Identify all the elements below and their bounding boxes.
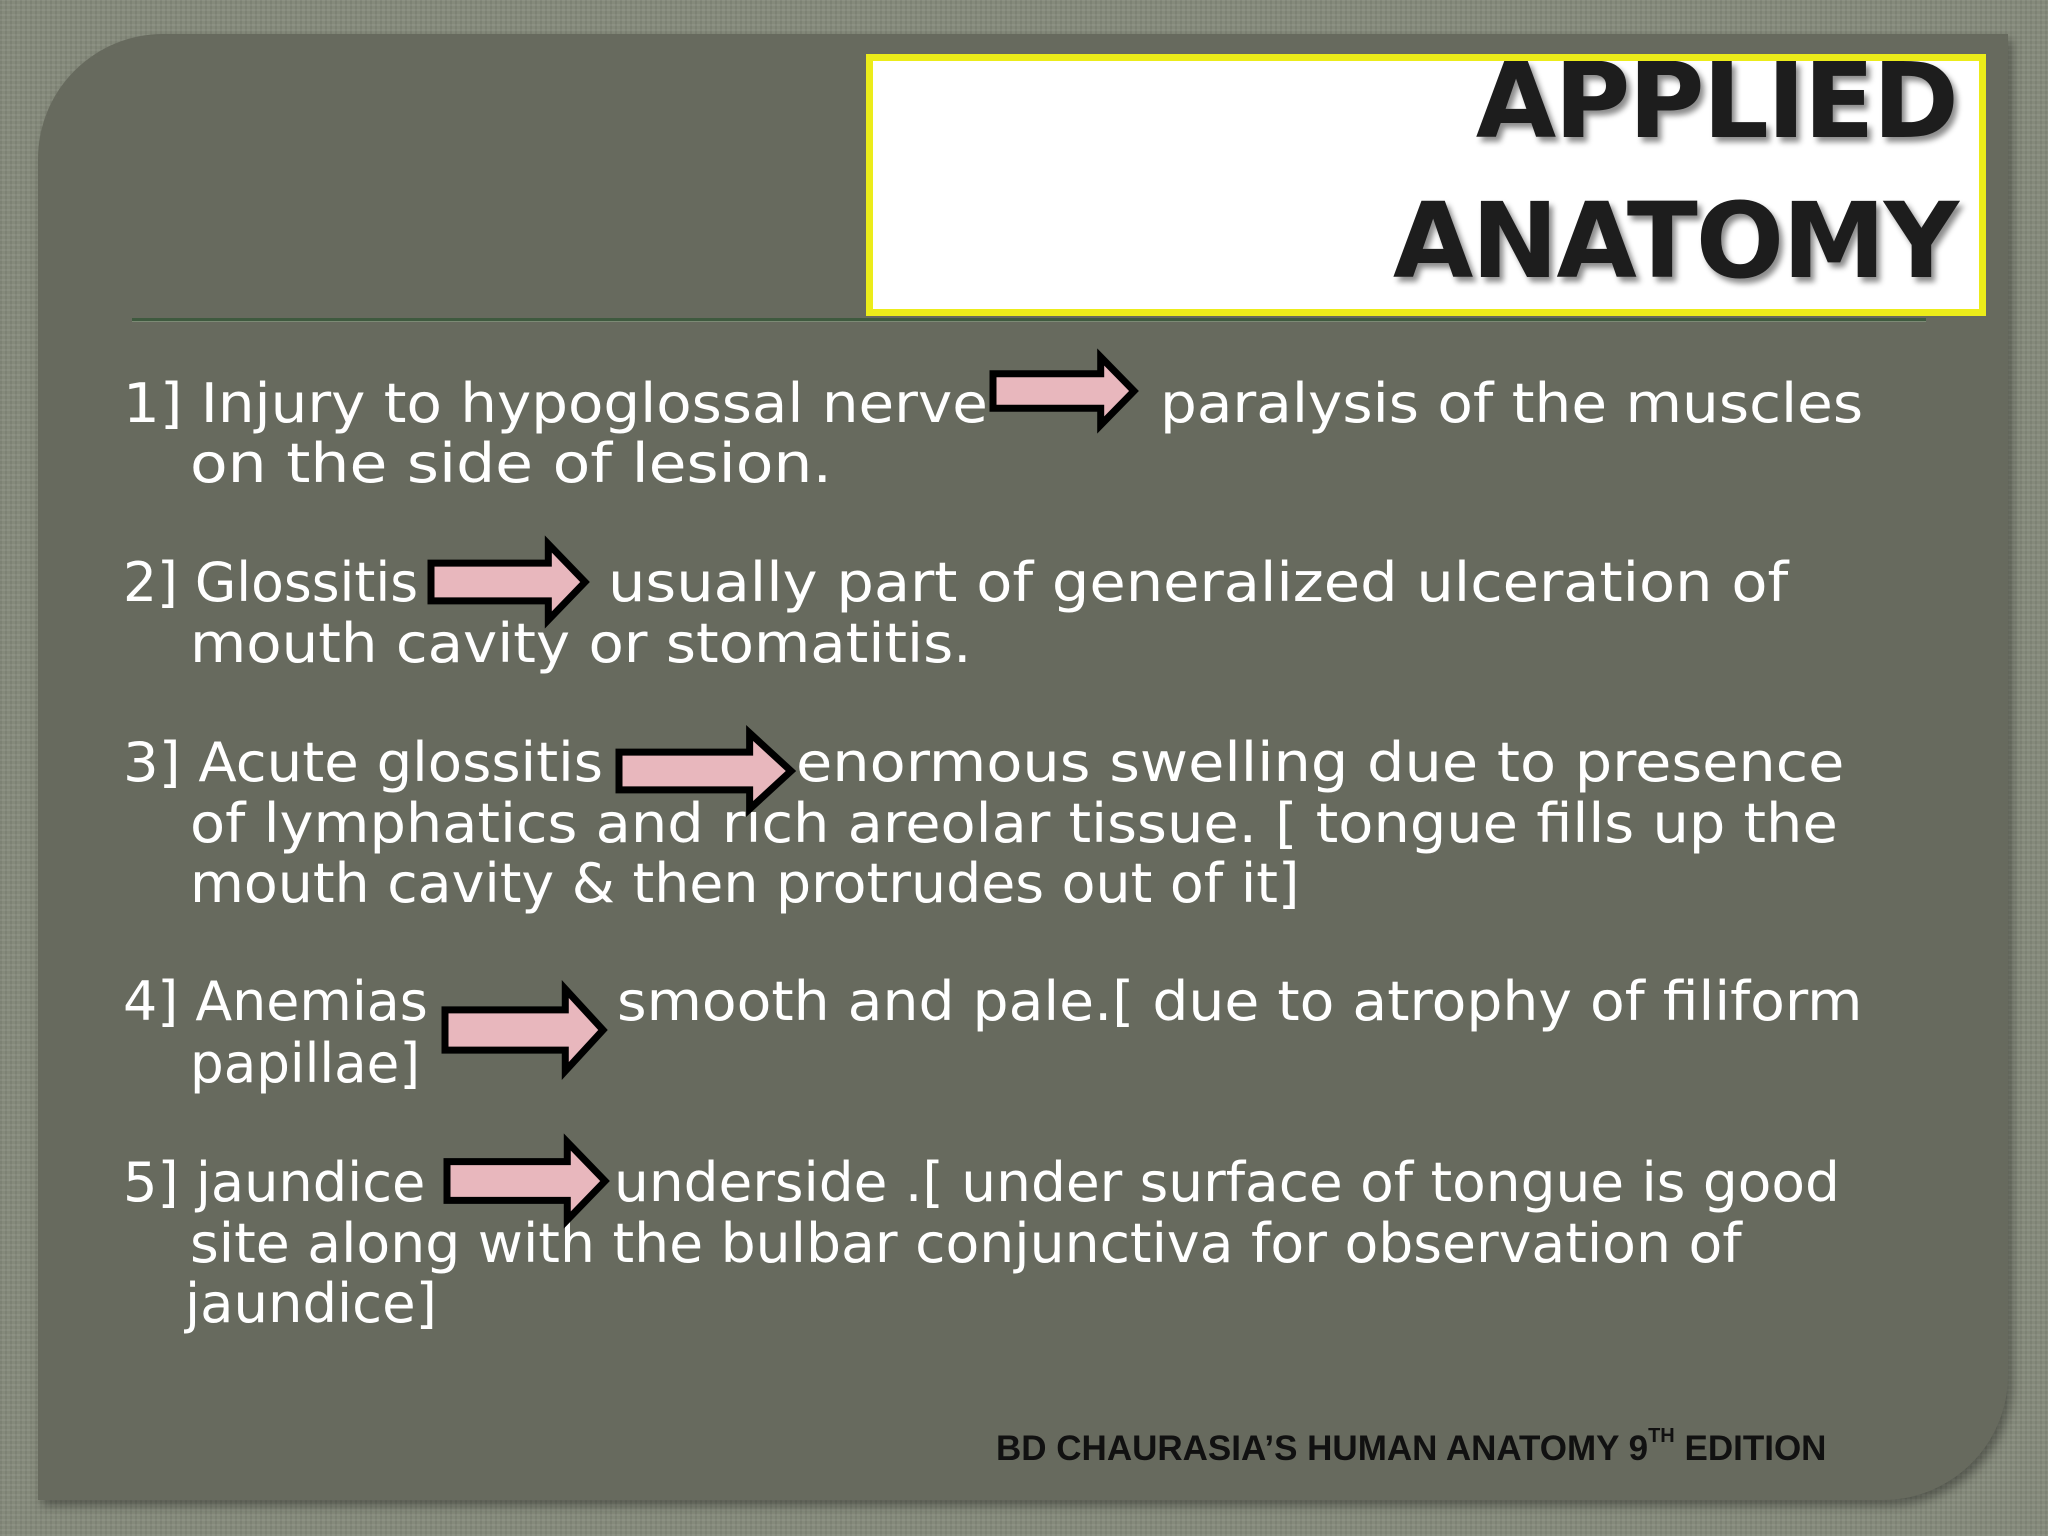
item-3-line-3: mouth cavity & then protrudes out of it] [190,852,1300,915]
item-3-lead: 3] Acute glossitis [123,731,603,794]
item-4-continuation: smooth and pale.[ due to atrophy of filiform [617,970,1863,1033]
title-divider [132,318,1926,322]
title-line-1: APPLIED [1475,54,1957,162]
item-5-continuation: underside .[ under surface of tongue is good [614,1151,1840,1214]
item-2-lead: 2] Glossitis [123,551,419,614]
title-line-2: ANATOMY [1392,180,1957,302]
arrow-shape [993,357,1134,425]
item-4-line-2: papillae] [190,1032,421,1095]
item-3-line-2: of lymphatics and rich areolar tissue. [ tongue fills up the [190,792,1838,855]
credit-text: BD CHAURASIA’S HUMAN ANATOMY 9 [996,1429,1649,1468]
arrow-shape [447,1142,605,1220]
arrow-shape [431,544,585,620]
source-credit [996,1425,1827,1470]
credit-edition: EDITION [1674,1429,1827,1468]
right-arrow-icon [440,1135,612,1227]
right-arrow-icon [612,726,798,816]
arrow-shape [445,989,603,1071]
item-4-lead: 4] Anemias [123,970,428,1033]
item-5-lead: 5] jaundice [123,1151,426,1214]
item-1-continuation: paralysis of the muscles [1160,372,1864,435]
item-2-continuation: usually part of generalized ulceration of [608,551,1789,614]
title-box [866,54,1986,316]
credit-superscript: TH [1648,1425,1675,1447]
item-1-lead: 1] Injury to hypoglossal nerve [123,372,988,435]
right-arrow-icon [424,537,592,627]
right-arrow-icon [438,982,610,1078]
item-1-line-2: on the side of lesion. [190,432,833,495]
item-5-line-3: jaundice] [185,1272,437,1335]
right-arrow-icon [986,350,1141,432]
arrow-shape [619,733,791,809]
item-2-line-2: mouth cavity or stomatitis. [190,612,972,675]
item-3-continuation: enormous swelling due to presence [796,731,1845,794]
item-5-line-2: site along with the bulbar conjunctiva for observation of [190,1212,1742,1275]
